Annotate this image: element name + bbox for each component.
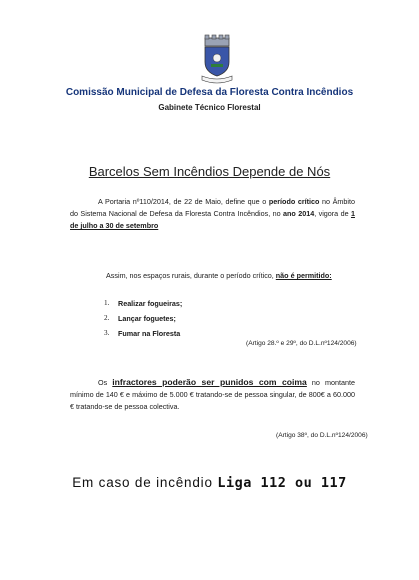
paragraph-prohibited: Assim, nos espaços rurais, durante o período crítico, não é permitido: — [106, 271, 332, 280]
page-title: Barcelos Sem Incêndios Depende de Nós — [88, 164, 331, 179]
paragraph-fines: Os infractores poderão ser punidos com coima no montante mínimo de 140 € e máximo de 5.000 € tratando-se de pessoa singular, de 800€ a 60.000 € tratando-se de pessoa colectiva. — [70, 377, 355, 411]
organization-name: Comissão Municipal de Defesa da Floresta Contra Incêndios — [65, 87, 354, 98]
list-item: 2. Lançar foguetes; — [104, 314, 176, 323]
emergency-callout: Em caso de incêndio Liga 112 ou 117 — [72, 475, 347, 491]
list-item: 3. Fumar na Floresta — [104, 329, 181, 338]
legal-reference: (Artigo 38º, do D.L.nº124/2006) — [276, 432, 368, 439]
prohibited-list — [104, 296, 182, 341]
municipal-crest-icon — [196, 34, 238, 84]
list-item: 1. Realizar fogueiras; — [104, 299, 183, 308]
department-name: Gabinete Técnico Florestal — [158, 103, 261, 112]
legal-reference: (Artigo 28.º e 29º, do D.L.nº124/2006) — [246, 340, 357, 347]
paragraph-period: A Portaria nº110/2014, de 22 de Maio, define que o período crítico no Âmbito do Sistema Nacional de Defesa da Floresta Contra Incêndios, no ano 2014, vigora de 1 de julho a 30 de setembro — [70, 197, 356, 230]
